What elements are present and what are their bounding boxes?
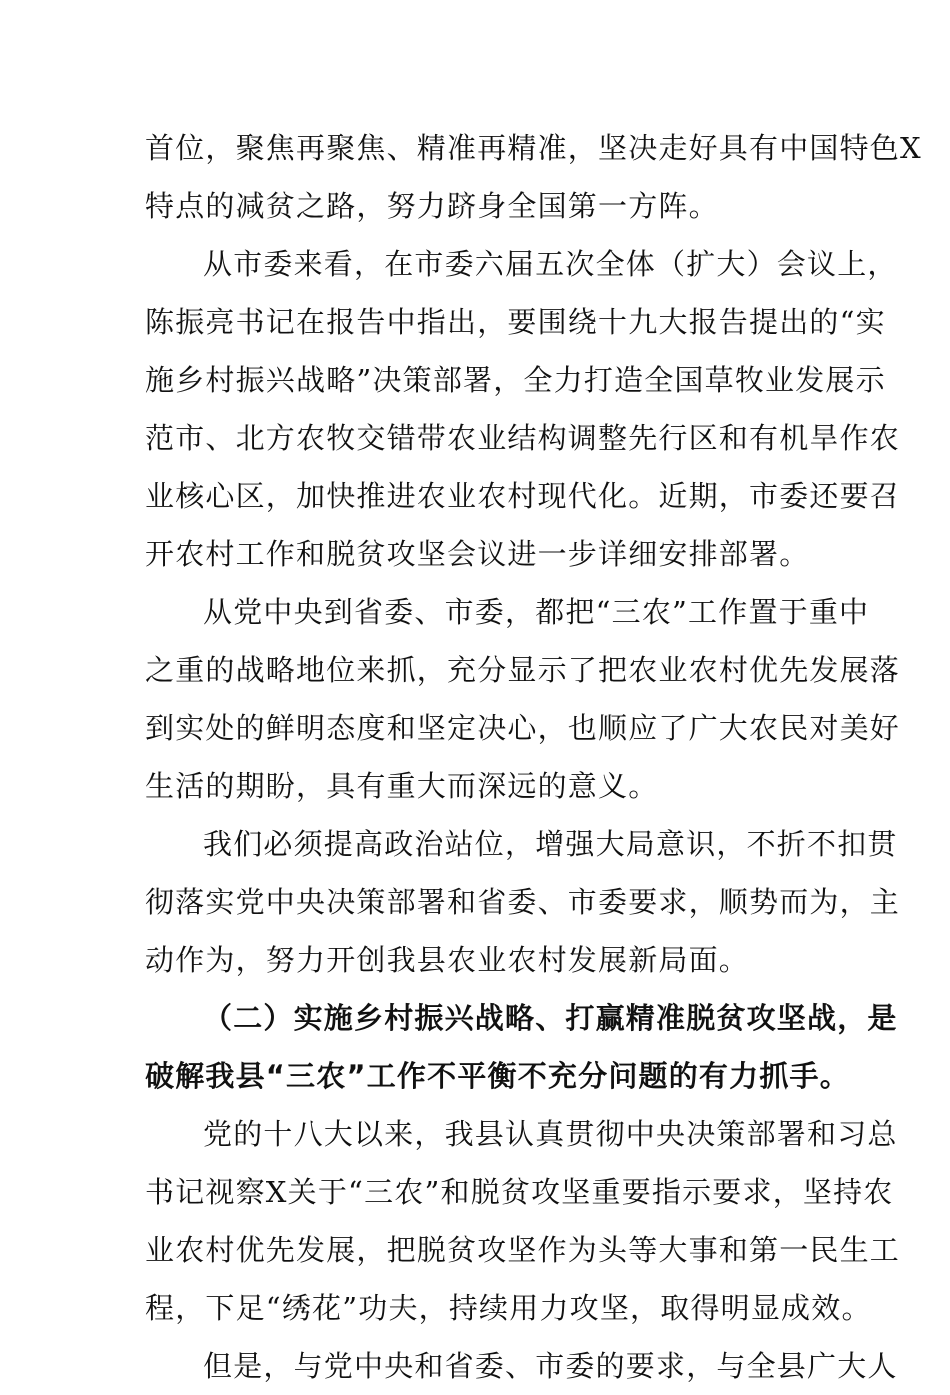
- text-line-12: 生活的期盼，具有重大而深远的意义。: [145, 769, 659, 803]
- text-line-8: 开农村工作和脱贫攻坚会议进一步详细安排部署。: [145, 537, 810, 571]
- text-line-19: 书记视察X关于“三农”和脱贫攻坚重要指示要求，坚持农: [145, 1175, 894, 1209]
- section-heading-line-1: （二）实施乡村振兴战略、打赢精准脱贫攻坚战，是: [203, 1001, 898, 1035]
- text-line-7: 业核心区，加快推进农业农村现代化。近期，市委还要召: [145, 479, 901, 513]
- text-line-2: 特点的减贫之路，努力跻身全国第一方阵。: [145, 189, 719, 223]
- text-line-4: 陈振亮书记在报告中指出，要围绕十九大报告提出的“实: [145, 305, 886, 339]
- text-line-18: 党的十八大以来，我县认真贯彻中央决策部署和习总: [203, 1117, 898, 1151]
- text-line-21: 程，下足“绣花”功夫，持续用力攻坚，取得明显成效。: [145, 1291, 872, 1325]
- text-line-13: 我们必须提高政治站位，增强大局意识，不折不扣贯: [203, 827, 898, 861]
- text-line-1: 首位，聚焦再聚焦、精准再精准，坚决走好具有中国特色X: [145, 131, 922, 165]
- text-line-5: 施乡村振兴战略”决策部署，全力打造全国草牧业发展示: [145, 363, 886, 397]
- text-line-20: 业农村优先发展，把脱贫攻坚作为头等大事和第一民生工: [145, 1233, 901, 1267]
- text-line-14: 彻落实党中央决策部署和省委、市委要求，顺势而为，主: [145, 885, 901, 919]
- text-line-6: 范市、北方农牧交错带农业结构调整先行区和有机旱作农: [145, 421, 901, 455]
- text-line-10: 之重的战略地位来抓，充分显示了把农业农村优先发展落: [145, 653, 901, 687]
- text-line-22: 但是，与党中央和省委、市委的要求，与全县广大人: [203, 1349, 898, 1383]
- section-heading-line-2: 破解我县“三农”工作不平衡不充分问题的有力抓手。: [145, 1059, 850, 1093]
- text-line-9: 从党中央到省委、市委，都把“三农”工作置于重中: [203, 595, 870, 629]
- text-line-3: 从市委来看，在市委六届五次全体（扩大）会议上，: [203, 247, 898, 281]
- text-line-11: 到实处的鲜明态度和坚定决心，也顺应了广大农民对美好: [145, 711, 901, 745]
- text-line-15: 动作为，努力开创我县农业农村发展新局面。: [145, 943, 750, 977]
